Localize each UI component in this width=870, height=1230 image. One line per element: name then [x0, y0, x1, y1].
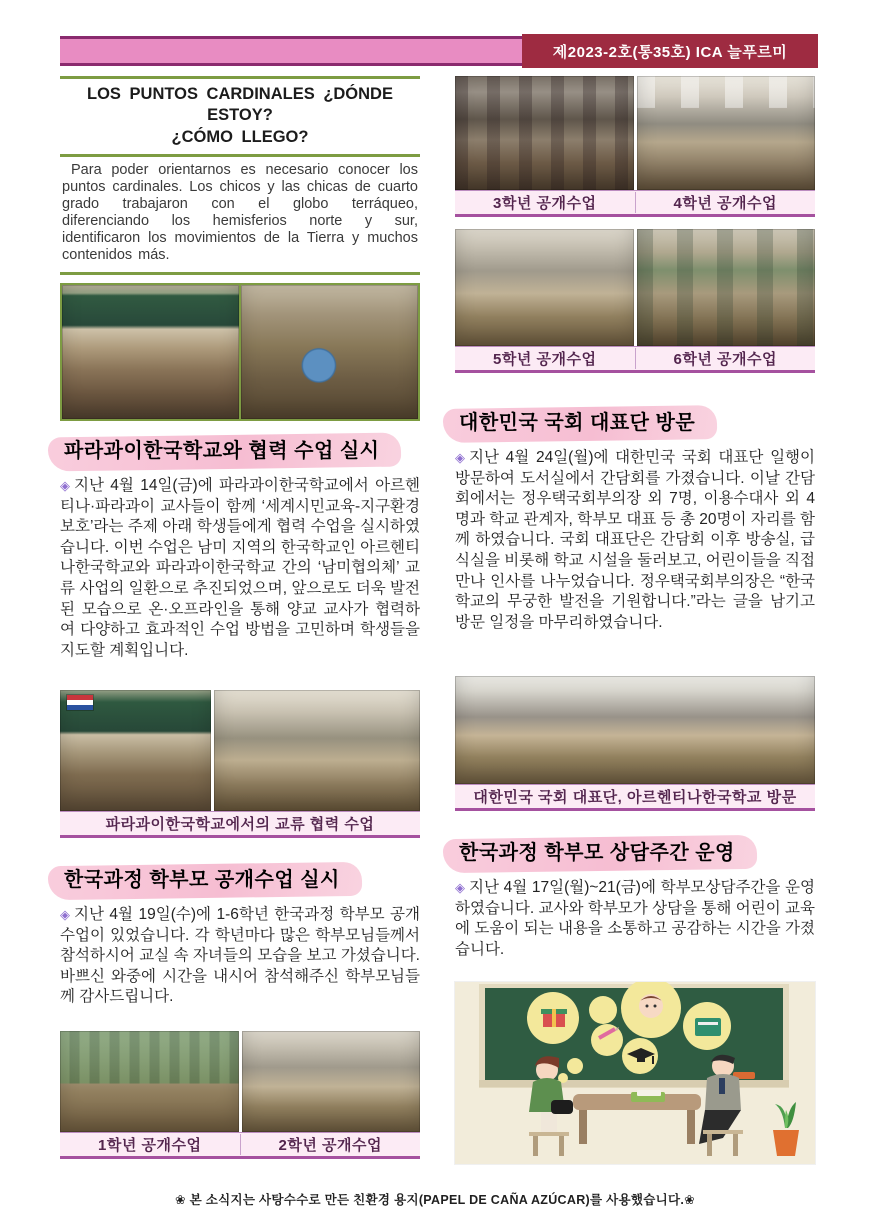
- photo-paraguay-classroom: [60, 690, 211, 811]
- photo-grade5-open-class: [455, 229, 634, 346]
- spanish-article-title: [60, 76, 420, 157]
- assembly-body: [455, 448, 815, 654]
- diamond-bullet-icon: ◈: [455, 880, 465, 895]
- two-column-layout: [60, 76, 815, 1164]
- grade12-photo-figure: [60, 1031, 420, 1159]
- grade56-caption-bar: [455, 346, 815, 373]
- grade56-photo-figure: [455, 229, 815, 373]
- issue-badge: 제2023-2호(통35호) ICA 늘푸르미: [522, 34, 818, 68]
- photo-grade4-open-class: [637, 76, 816, 190]
- spanish-title-line1: LOS PUNTOS CARDINALES ¿DÓNDE ESTOY?: [87, 85, 393, 125]
- title-highlight: 파라과이한국학교와 협력 수업 실시: [60, 435, 385, 468]
- counseling-body: [455, 878, 815, 962]
- grade34-photo-figure: [455, 76, 815, 217]
- diamond-bullet-icon: ◈: [60, 907, 70, 923]
- assembly-photo-caption: 대한민국 국회 대표단, 아르헨티나한국학교 방문: [455, 784, 815, 811]
- footer-note: ❀ 본 소식지는 사탕수수로 만든 친환경 용지(PAPEL DE CAÑA AZÚCAR)를 사용했습니다.❀: [175, 1193, 695, 1207]
- header-bar: [60, 36, 815, 66]
- spanish-article-photos: [60, 283, 420, 421]
- paraguay-body: [60, 476, 420, 682]
- section-title-open-class: [60, 864, 420, 897]
- paraguay-photo-figure: [60, 690, 420, 838]
- section-title-assembly: [455, 407, 815, 440]
- right-column: [455, 76, 815, 1164]
- caption-grade2: 2학년 공개수업: [240, 1134, 421, 1155]
- title-highlight: 대한민국 국회 대표단 방문: [455, 407, 701, 440]
- paraguay-photo-caption: 파라과이한국학교에서의 교류 협력 수업: [60, 811, 420, 838]
- photo-grade6-open-class: [637, 229, 816, 346]
- section-title-counseling: [455, 837, 815, 870]
- caption-grade5: 5학년 공개수업: [493, 351, 597, 368]
- caption-grade6: 6학년 공개수업: [635, 348, 816, 369]
- caption-grade3: 3학년 공개수업: [493, 195, 597, 212]
- counseling-illustration: [455, 982, 815, 1164]
- photo-children-globe: [241, 285, 418, 419]
- grade12-photos: [60, 1031, 420, 1132]
- paraguay-photo-collage: [60, 690, 420, 811]
- photo-grade3-open-class: [455, 76, 634, 190]
- diamond-bullet-icon: ◈: [60, 478, 70, 494]
- counseling-body-text: 지난 4월 17일(월)~21(금)에 학부모상담주간을 운영하였습니다. 교사와 학부모가 상담을 통해 어린이 교육에 도움이 되는 내용을 소통하고 공감하는 시간을 가졌습니다.: [455, 879, 815, 958]
- open-class-body-text: 지난 4월 19일(수)에 1-6학년 한국과정 학부모 공개수업이 있었습니다. 각 학년마다 많은 학부모님들께서 참석하시어 교실 속 자녀들의 모습을 보고 가셨습니다. 바쁘신 와중에 시간을 내시어 참석해주신 학부모님들께 감사드립니다.: [60, 906, 420, 1006]
- spanish-title-line2: ¿CÓMO LLEGO?: [171, 127, 309, 146]
- spanish-article-body: Para poder orientarnos es necesario conocer los puntos cardinales. Los chicos y las chicas de cuarto grado trabajaron con el globo terráqueo, diferenciando los hemisferios norte y sur, identificaron los movimientos de la Tierra y muchos contenidos más.: [60, 157, 420, 275]
- photo-exchange-lesson: [214, 690, 420, 811]
- grade34-photos: [455, 76, 815, 190]
- title-highlight: 한국과정 학부모 공개수업 실시: [60, 864, 346, 897]
- photo-classroom-chalkboard: [62, 285, 239, 419]
- grade56-photos: [455, 229, 815, 346]
- paraguay-body-text: 지난 4월 14일(금)에 파라과이한국학교에서 아르헨티나·파라과이 교사들이 함께 ‘세계시민교육-지구환경보호’라는 주제 아래 학생들에게 협력 수업을 실시하였습니다. 이번 수업은 남미 지역의 한국학교인 아르헨티나한국학교와 파라과이한국학교 간의 ‘남미협의체’ 교류 사업의 일환으로 추진되었으며, 앞으로도 더욱 발전된 모습으로 온·오프라인을 통해 양교 교사가 협력하여 다양하고 효과적인 수업 방법을 고민하며 학생들을 지도할 계획입니다.: [60, 477, 420, 659]
- left-column: [60, 76, 420, 1159]
- assembly-photo-figure: [455, 676, 815, 811]
- photo-grade1-open-class: [60, 1031, 239, 1132]
- open-class-body: [60, 905, 420, 1009]
- section-title-paraguay: [60, 435, 420, 468]
- photo-assembly-meeting: [455, 676, 815, 784]
- diamond-bullet-icon: ◈: [455, 450, 465, 465]
- assembly-body-text: 지난 4월 24일(월)에 대한민국 국회 대표단 일행이 방문하여 도서실에서 간담회를 가졌습니다. 이날 간담회에서는 정우택국회부의장 외 7명, 이용수대사 외 4명과 학교 관계자, 학부모 대표 등 총 20명이 자리를 함께 하였습니다. 국회 대표단은 간담회 이후 방송실, 급식실을 비롯해 학교 시설을 둘러보고, 어린이들을 직접 만나 인사를 나누었습니다. 정우택국회부의장은 “한국 학교의 무궁한 발전을 기원합니다.”라는 글을 남기고 방문 일정을 마무리하였습니다.: [455, 449, 815, 631]
- parent-teacher-cartoon: [455, 982, 815, 1164]
- caption-grade4: 4학년 공개수업: [635, 192, 816, 213]
- spanish-article: [60, 76, 420, 275]
- photo-grade2-open-class: [242, 1031, 421, 1132]
- caption-grade1: 1학년 공개수업: [98, 1137, 202, 1155]
- grade34-caption-bar: [455, 190, 815, 217]
- grade12-caption-bar: [60, 1132, 420, 1159]
- title-highlight: 한국과정 학부모 상담주간 운영: [455, 837, 741, 870]
